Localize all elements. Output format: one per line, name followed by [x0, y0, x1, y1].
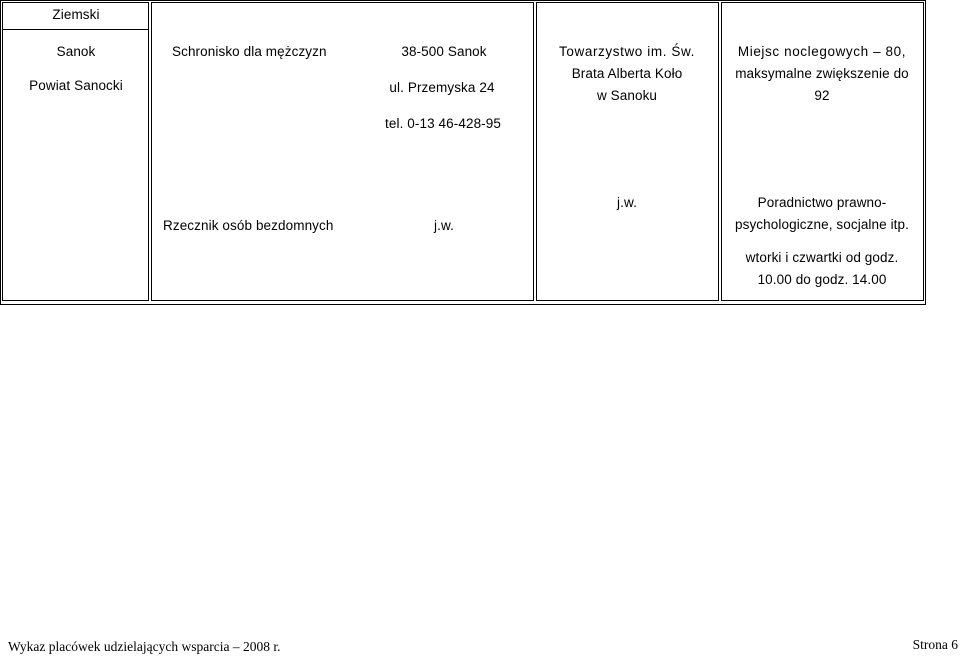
advocate-notes-line2: psychologiczne, socjalne itp.: [735, 217, 909, 232]
address-line1: 38-500 Sanok: [401, 44, 487, 59]
advocate-name: Rzecznik osób bezdomnych: [163, 218, 334, 233]
operator-line2: Brata Alberta Koło: [571, 66, 683, 81]
advocate-notes-line4: 10.00 do godz. 14.00: [757, 272, 887, 287]
notes-line2: maksymalne zwiększenie do: [735, 66, 909, 81]
facility-name: Schronisko dla mężczyzn: [172, 44, 327, 59]
footer-page-number: Strona 6: [912, 637, 958, 652]
notes-line3: 92: [814, 88, 830, 103]
advocate-operator: j.w.: [617, 195, 637, 210]
notes-line1: Miejsc noclegowych – 80,: [737, 44, 907, 59]
county-name: Powiat Sanocki: [29, 78, 123, 93]
footer-document-title: Wykaz placówek udzielających wsparcia – 2008 r.: [8, 639, 281, 654]
advocate-notes-line1: Poradnictwo prawno-: [757, 195, 887, 210]
county-city: Sanok: [56, 44, 96, 59]
address-line2: ul. Przemyska 24: [389, 80, 495, 95]
header-county-type: Ziemski: [52, 7, 100, 22]
advocate-notes-line3: wtorki i czwartki od godz.: [745, 250, 899, 265]
phone-number: tel. 0-13 46-428-95: [385, 116, 501, 131]
facilities-table: [0, 0, 926, 305]
operator-line1: Towarzystwo im. Św.: [559, 44, 695, 59]
operator-line3: w Sanoku: [596, 88, 658, 103]
advocate-address: j.w.: [434, 218, 454, 233]
